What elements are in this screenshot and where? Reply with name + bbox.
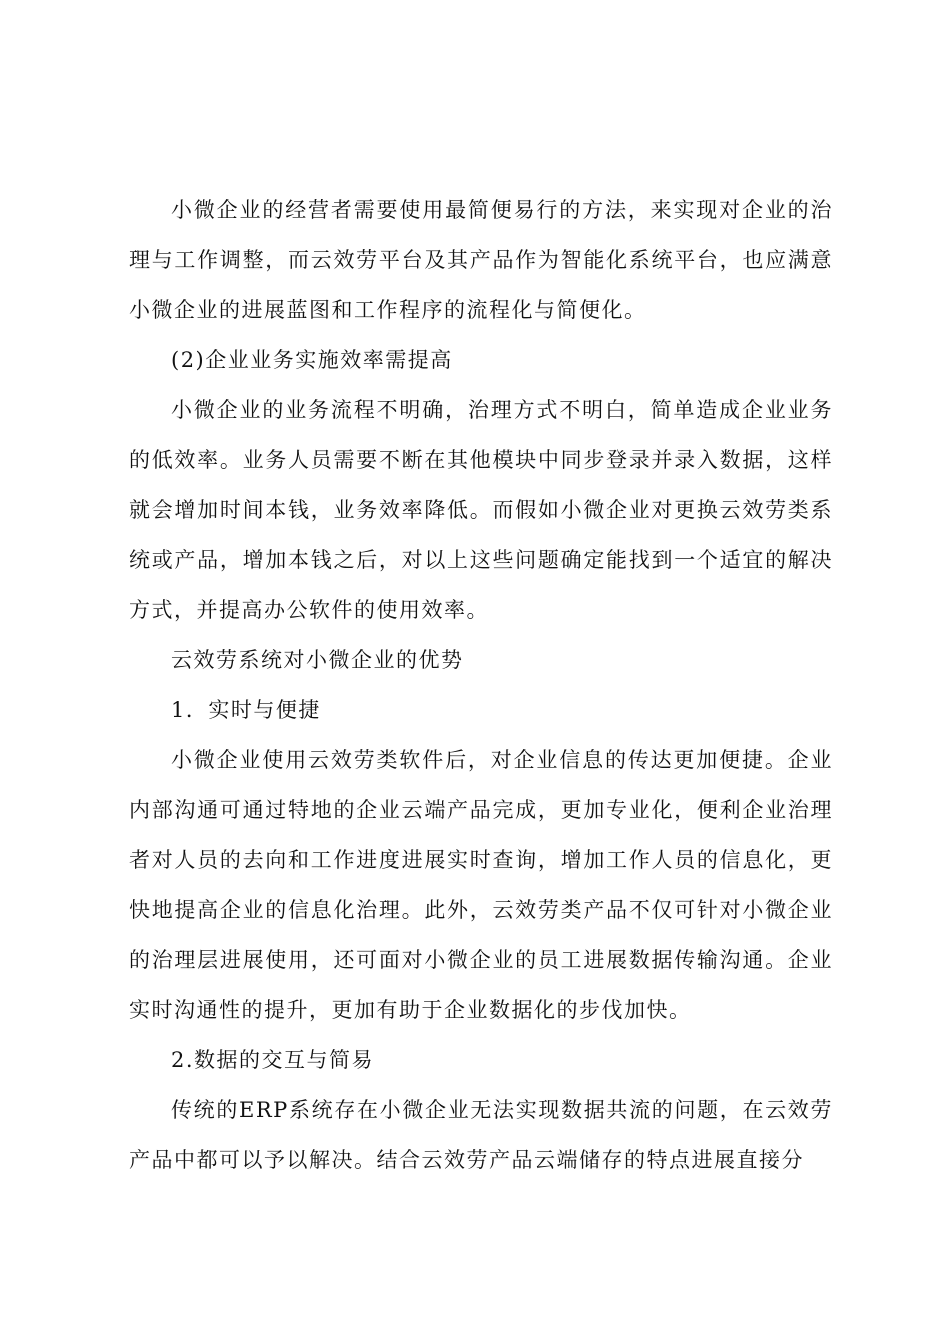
document-body — [129, 185, 833, 1185]
section-heading-efficiency: (2)企业业务实施效率需提高 — [171, 348, 453, 372]
paragraph-realtime: 小微企业使用云效劳类软件后，对企业信息的传达更加便捷。企业内部沟通可通过特地的企业云端产品完成，更加专业化，便利企业治理者对人员的去向和工作进度进展实时查询，增加工作人员的信息化，更快地提高企业的信息化治理。此外，云效劳类产品不仅可针对小微企业的治理层进展使用，还可面对小微企业的员工进展数据传输沟通。企业实时沟通性的提升，更加有助于企业数据化的步伐加快。 — [129, 748, 833, 1022]
paragraph-data-exchange: 传统的ERP系统存在小微企业无法实现数据共流的问题，在云效劳产品中都可以予以解决。结合云效劳产品云端储存的特点进展直接分 — [129, 1098, 833, 1172]
subheading-data-exchange: 2.数据的交互与简易 — [171, 1048, 375, 1072]
subheading-realtime: 1．实时与便捷 — [171, 698, 321, 722]
paragraph-intro: 小微企业的经营者需要使用最简便易行的方法，来实现对企业的治理与工作调整，而云效劳平台及其产品作为智能化系统平台，也应满意小微企业的进展蓝图和工作程序的流程化与简便化。 — [129, 198, 833, 322]
section-heading-advantages: 云效劳系统对小微企业的优势 — [171, 648, 464, 672]
paragraph-efficiency: 小微企业的业务流程不明确，治理方式不明白，简单造成企业业务的低效率。业务人员需要不断在其他模块中同步登录并录入数据，这样就会增加时间本钱，业务效率降低。而假如小微企业对更换云效劳类系统或产品，增加本钱之后，对以上这些问题确定能找到一个适宜的解决方式，并提高办公软件的使用效率。 — [129, 398, 833, 622]
